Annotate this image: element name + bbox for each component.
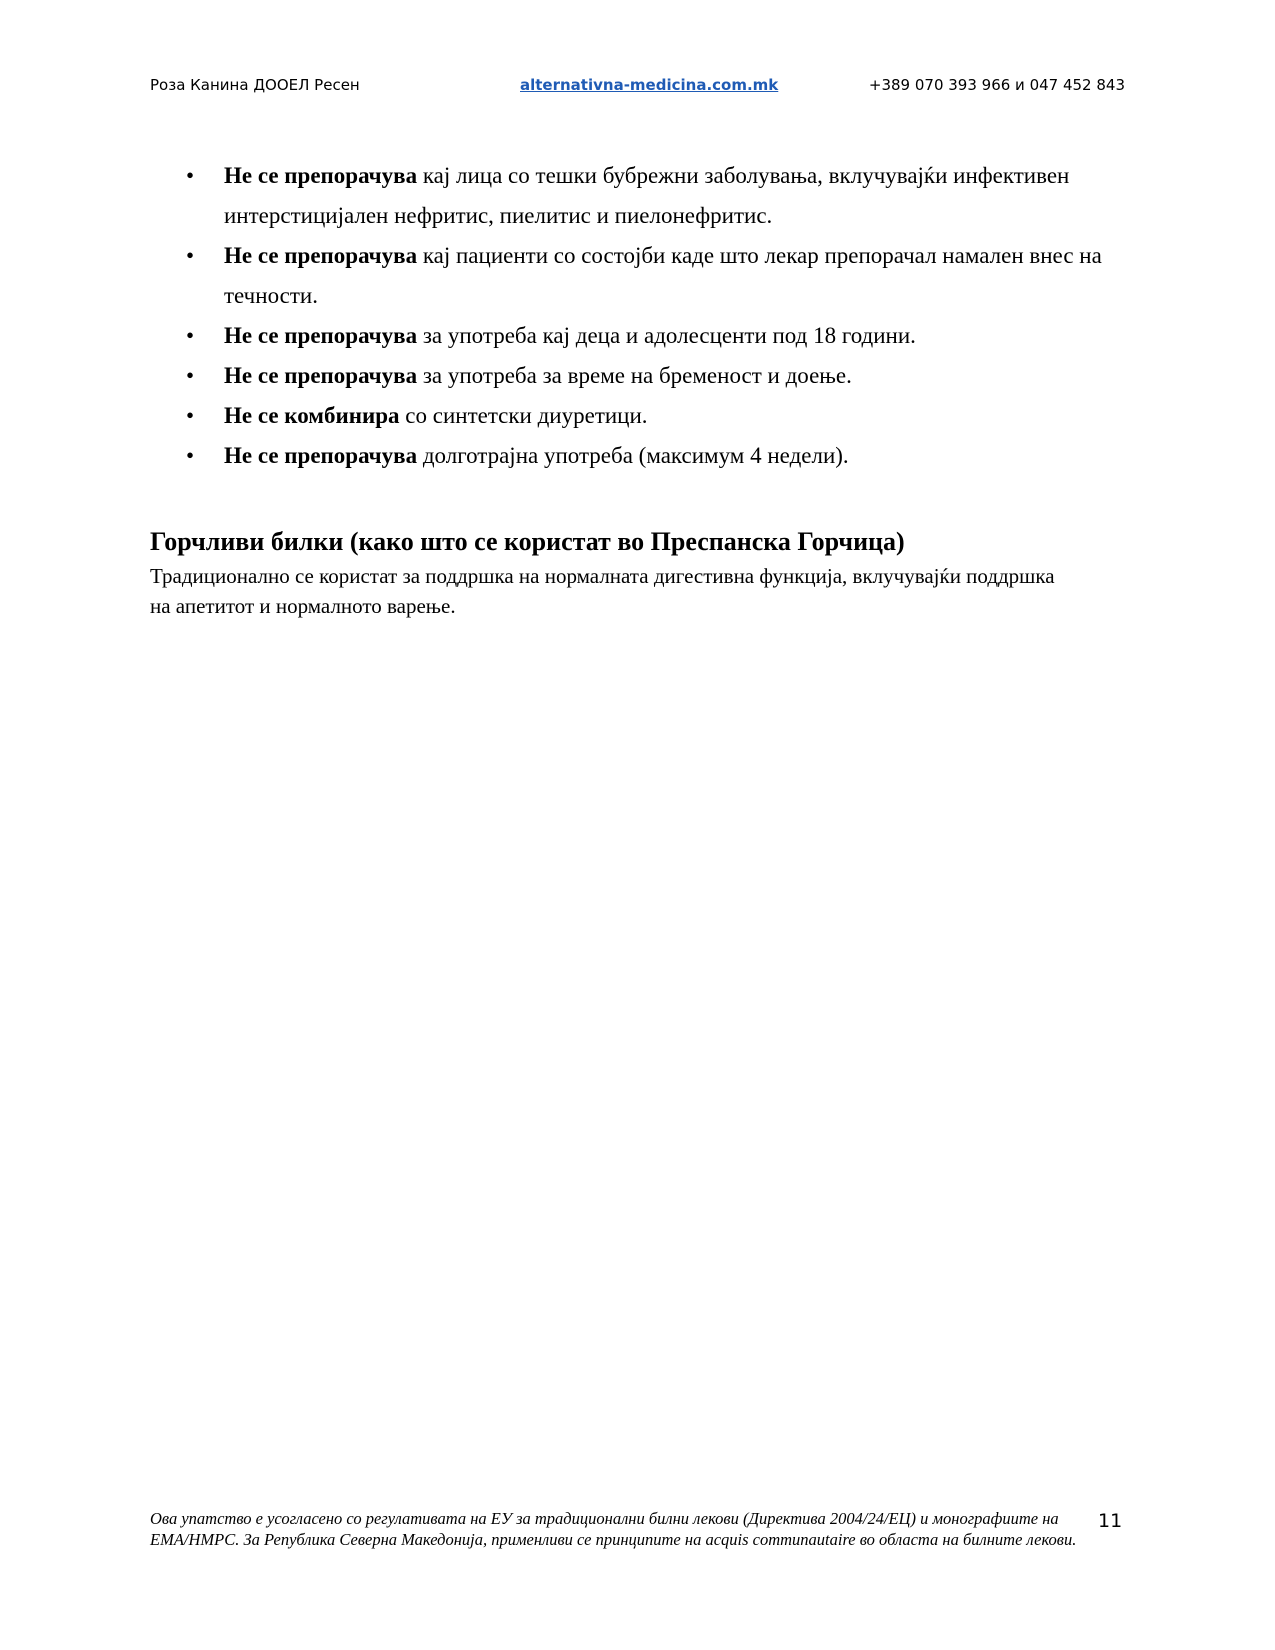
list-item (186, 356, 1106, 396)
list-item-text: кај пациенти со состојби каде што лекар препорачал намален внес на течности. (224, 243, 1102, 308)
contraindications-list (186, 156, 1106, 476)
page-header (150, 76, 1125, 98)
list-item-bold: Не се препорачува (224, 323, 418, 348)
list-item-text: за употреба кај деца и адолесценти под 18 години. (417, 323, 916, 348)
company-name: Роза Канина ДООЕЛ Ресен (150, 76, 360, 94)
list-item-bold: Не се препорачува (224, 163, 418, 188)
section-body-text: Традиционално се користат за поддршка на нормалната дигестивна функција, вклучувајќи поддршка на апетитот и нормалното варење. (150, 564, 1055, 618)
list-item-text: кај лица со тешки бубрежни заболувања, вклучувајќи инфективен интерстицијален нефритис, пиелитис и пиелонефритис. (224, 163, 1070, 228)
list-item (186, 156, 1106, 236)
list-item (186, 396, 1106, 436)
list-item-text: долготрајна употреба (максимум 4 недели). (417, 443, 849, 468)
list-item-bold: Не се препорачува (224, 443, 418, 468)
list-item-text: за употреба за време на бременост и доење. (417, 363, 852, 388)
page-number: 11 (1098, 1510, 1123, 1532)
list-item-bold: Не се комбинира (224, 403, 400, 428)
phone-numbers: +389 070 393 966 и 047 452 843 (868, 76, 1125, 94)
list-item-bold: Не се препорачува (224, 363, 418, 388)
section-heading: Горчливи билки (како што се користат во Преспанска Горчица) (150, 527, 905, 556)
list-item-text: со синтетски диуретици. (399, 403, 648, 428)
list-item (186, 316, 1106, 356)
list-item (186, 236, 1106, 316)
website-link[interactable]: alternativna-medicina.com.mk (520, 76, 779, 94)
footer-note: Ова упатство е усогласено со регулативата на ЕУ за традиционални билни лекови (Директива 2004/24/ЕЦ) и монографиите на EMA/HMPC. За Република Северна Македонија, применливи се принципите на acquis communautaire во областа на билните лекови. (150, 1509, 1077, 1549)
list-item-bold: Не се препорачува (224, 243, 418, 268)
list-item (186, 436, 1106, 476)
